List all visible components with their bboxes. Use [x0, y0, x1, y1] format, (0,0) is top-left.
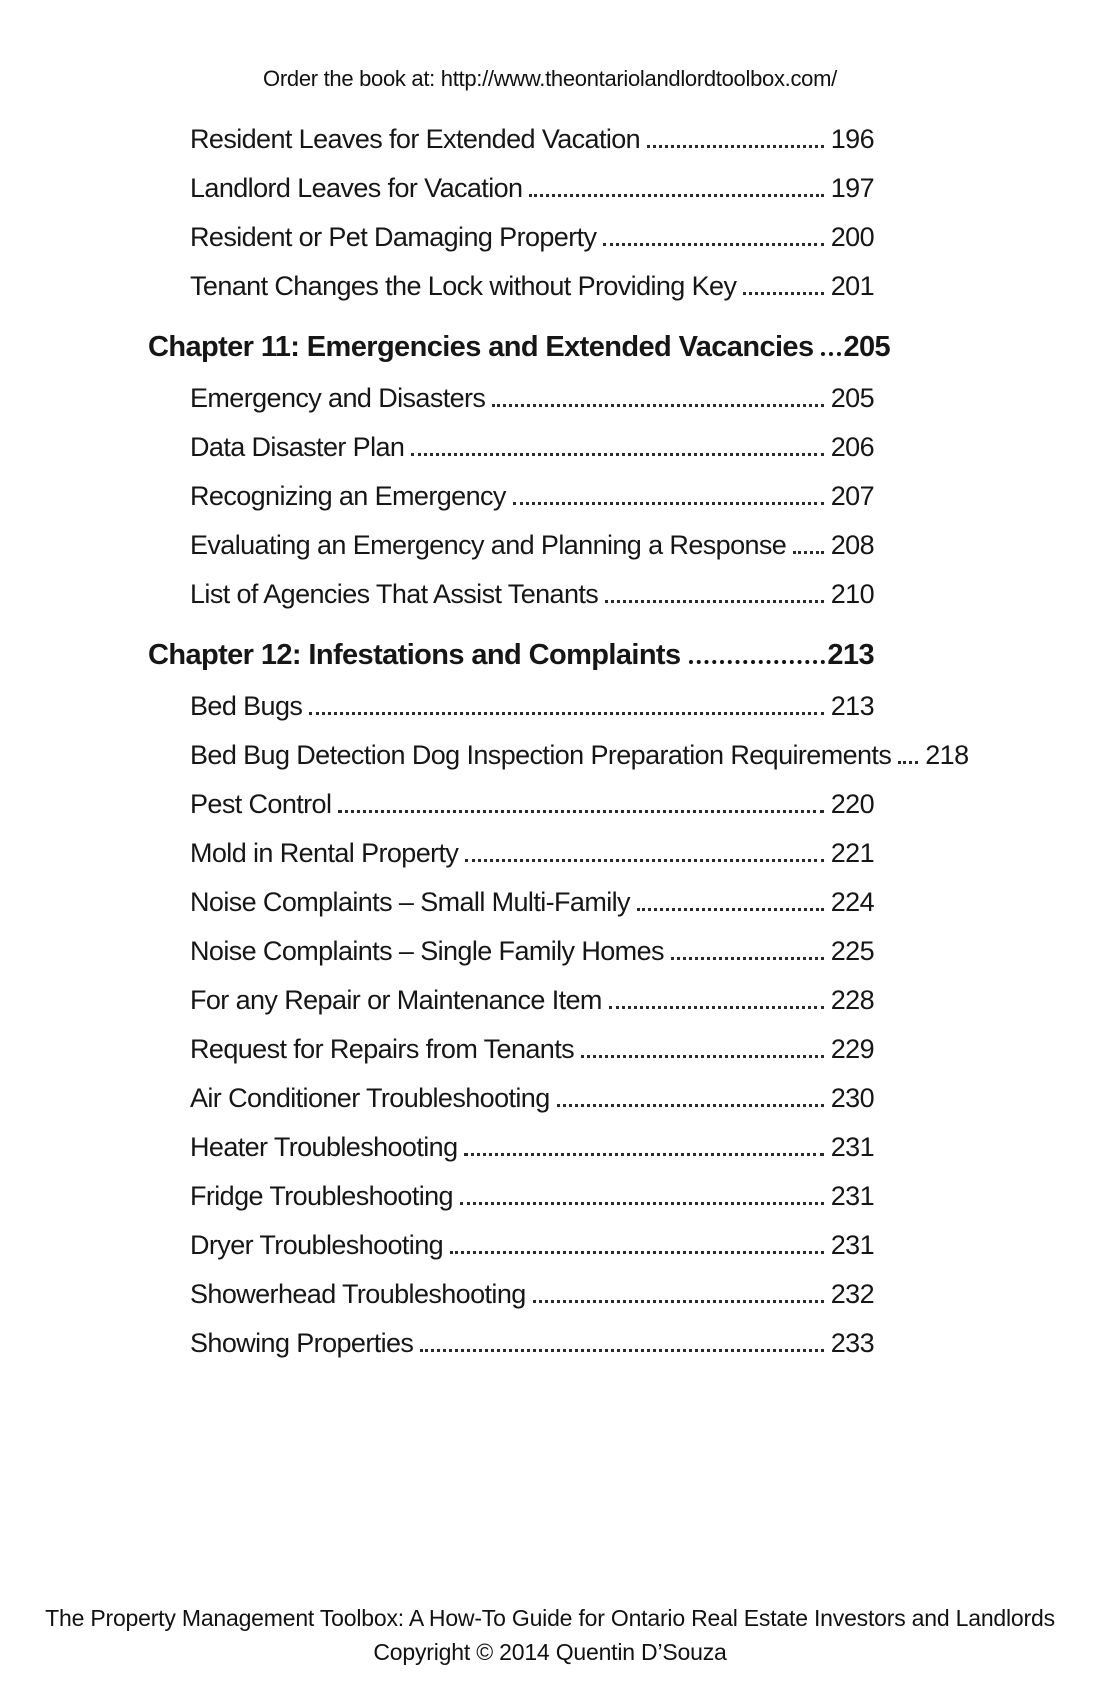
dot-leader [637, 908, 824, 911]
toc-entry-label: Noise Complaints – Small Multi-Family [190, 887, 630, 917]
toc-entry-label: Showerhead Troubleshooting [190, 1279, 526, 1309]
toc-entry [148, 1328, 874, 1377]
dot-leader [605, 600, 824, 603]
toc-entry-page: 201 [830, 271, 874, 301]
dot-leader [492, 404, 823, 407]
dot-leader [513, 502, 824, 505]
toc-entry [148, 936, 874, 985]
toc-entry [148, 124, 874, 173]
toc-entry-page: 231 [830, 1230, 874, 1260]
toc-entry-label: Fridge Troubleshooting [190, 1181, 453, 1211]
dot-leader [603, 243, 823, 246]
dot-leader [460, 1202, 824, 1205]
toc-entry [148, 1083, 874, 1132]
toc-entry-page: 221 [830, 838, 874, 868]
toc-entry [148, 173, 874, 222]
order-book-url-text: Order the book at: http://www.theontariolandlordtoolbox.com/ [263, 66, 837, 91]
toc-entry-label: Showing Properties [190, 1328, 414, 1358]
toc-entry-page: 231 [830, 1132, 874, 1162]
toc-entry-page: 207 [830, 481, 874, 511]
toc-entry [148, 1181, 874, 1230]
dot-leader [529, 194, 823, 197]
toc-entry-label: Resident Leaves for Extended Vacation [190, 124, 641, 154]
dot-leader [821, 352, 841, 356]
dot-leader [533, 1300, 824, 1303]
toc-entry [148, 1279, 874, 1328]
toc-entry-page: 225 [830, 936, 874, 966]
toc-entry-label: For any Repair or Maintenance Item [190, 985, 602, 1015]
toc-entry-page: 196 [830, 124, 874, 154]
dot-leader [309, 712, 823, 715]
toc-entry-page: 224 [830, 887, 874, 917]
toc-entry-label: Mold in Rental Property [190, 838, 459, 868]
footer-book-title: The Property Management Toolbox: A How-To Guide for Ontario Real Estate Investors and Landlords [45, 1605, 1055, 1631]
toc-entry-label: Bed Bugs [190, 691, 303, 721]
chapter-heading [148, 639, 874, 691]
toc-entry-label: List of Agencies That Assist Tenants [190, 579, 599, 609]
toc-entry [148, 383, 874, 432]
dot-leader [581, 1055, 824, 1058]
toc-entry [148, 222, 874, 271]
toc-entry [148, 789, 874, 838]
toc-entry-label: Bed Bug Detection Dog Inspection Preparation Requirements [190, 740, 892, 770]
toc-entry-label: Recognizing an Emergency [190, 481, 506, 511]
toc-entry-label: Pest Control [190, 789, 332, 819]
dot-leader [689, 660, 826, 664]
page-footer [0, 1601, 1100, 1669]
toc-entry-page: 200 [830, 222, 874, 252]
toc-entry [148, 1132, 874, 1181]
toc-entry-page: 231 [830, 1181, 874, 1211]
footer-copyright: Copyright © 2014 Quentin D’Souza [373, 1639, 727, 1665]
toc-entry-label: Air Conditioner Troubleshooting [190, 1083, 550, 1113]
chapter-heading-page: 213 [827, 639, 874, 671]
toc-entry-page: 220 [830, 789, 874, 819]
toc-entry-page: 233 [830, 1328, 874, 1358]
chapter-heading-label: Chapter 12: Infestations and Complaints [148, 639, 681, 671]
dot-leader [464, 1153, 823, 1156]
toc-entry-label: Emergency and Disasters [190, 383, 486, 413]
toc-entry-page: 230 [830, 1083, 874, 1113]
toc-entry [148, 432, 874, 481]
toc-entry-page: 205 [830, 383, 874, 413]
toc-entry-label: Evaluating an Emergency and Planning a Response [190, 530, 787, 560]
table-of-contents [148, 124, 969, 1377]
dot-leader [338, 810, 823, 813]
toc-entry-label: Tenant Changes the Lock without Providing Key [190, 271, 737, 301]
chapter-heading-page: 205 [843, 331, 891, 363]
toc-entry-page: 208 [830, 530, 874, 560]
chapter-heading [148, 331, 891, 383]
toc-entry-page: 218 [925, 740, 969, 770]
toc-entry-page: 197 [830, 173, 874, 203]
toc-entry-page: 228 [830, 985, 874, 1015]
toc-entry-label: Resident or Pet Damaging Property [190, 222, 597, 252]
toc-entry [148, 740, 969, 789]
toc-entry-label: Noise Complaints – Single Family Homes [190, 936, 664, 966]
dot-leader [793, 551, 824, 554]
dot-leader [743, 292, 823, 295]
toc-entry-label: Heater Troubleshooting [190, 1132, 458, 1162]
dot-leader [898, 761, 918, 764]
toc-entry-page: 232 [830, 1279, 874, 1309]
toc-entry [148, 887, 874, 936]
dot-leader [609, 1006, 824, 1009]
toc-entry-page: 229 [830, 1034, 874, 1064]
dot-leader [450, 1251, 824, 1254]
chapter-heading-label: Chapter 11: Emergencies and Extended Vacancies [148, 331, 814, 363]
toc-entry [148, 481, 874, 530]
toc-entry [148, 1034, 874, 1083]
dot-leader [465, 859, 823, 862]
dot-leader [557, 1104, 824, 1107]
toc-entry-label: Data Disaster Plan [190, 432, 405, 462]
toc-entry-label: Landlord Leaves for Vacation [190, 173, 523, 203]
toc-entry [148, 838, 874, 887]
toc-entry [148, 691, 874, 740]
dot-leader [671, 957, 824, 960]
toc-entry-page: 210 [830, 579, 874, 609]
toc-entry [148, 271, 874, 320]
dot-leader [411, 453, 823, 456]
toc-entry [148, 579, 874, 628]
dot-leader [647, 145, 824, 148]
toc-entry [148, 530, 874, 579]
toc-entry-label: Request for Repairs from Tenants [190, 1034, 574, 1064]
toc-entry [148, 985, 874, 1034]
toc-entry-page: 206 [830, 432, 874, 462]
toc-entry-label: Dryer Troubleshooting [190, 1230, 444, 1260]
dot-leader [420, 1349, 823, 1352]
toc-entry [148, 1230, 874, 1279]
toc-entry-page: 213 [830, 691, 874, 721]
